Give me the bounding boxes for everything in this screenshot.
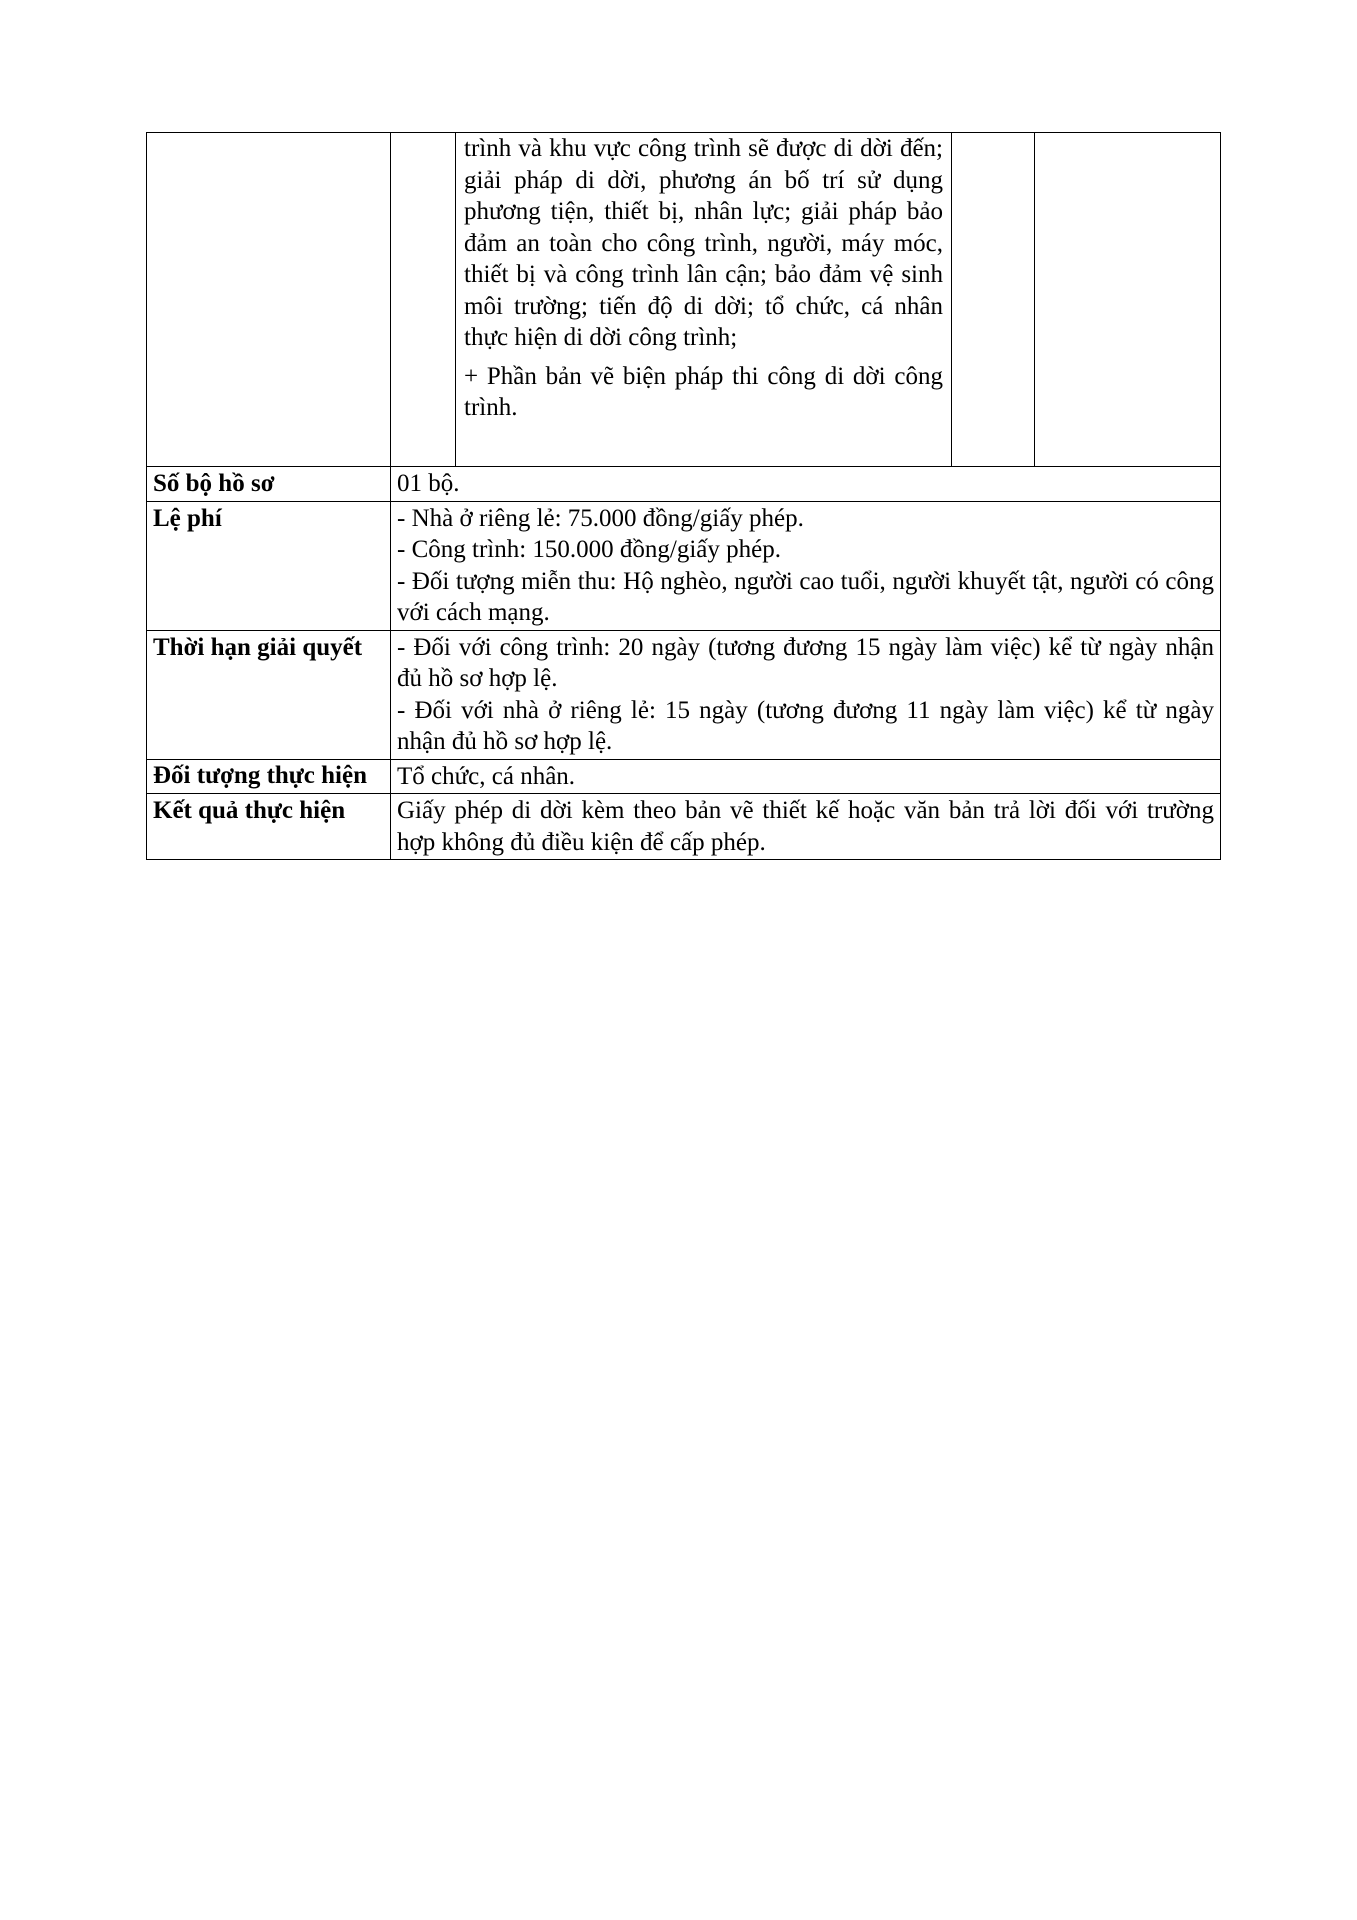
continuation-row: [147, 133, 1221, 467]
value-le-phi: [391, 501, 1221, 630]
value-so-bo-ho-so: 01 bộ.: [391, 467, 1221, 502]
deadline-line-construction: - Đối với công trình: 20 ngày (tương đương 15 ngày làm việc) kể từ ngày nhận đủ hồ sơ hợp lệ.: [397, 633, 1214, 692]
fee-line-house: - Nhà ở riêng lẻ: 75.000 đồng/giấy phép.: [397, 504, 804, 532]
empty-original-cell: [952, 133, 1035, 467]
value-ket-qua: Giấy phép di dời kèm theo bản vẽ thiết kế hoặc văn bản trả lời đối với trường hợp không đủ điều kiện để cấp phép.: [391, 794, 1221, 860]
row-doi-tuong: [147, 759, 1221, 794]
fee-line-exempt: - Đối tượng miễn thu: Hộ nghèo, người cao tuổi, người khuyết tật, người có công với cách mạng.: [397, 567, 1214, 626]
label-ket-qua: Kết quả thực hiện: [147, 794, 391, 860]
empty-copy-cell: [1035, 133, 1221, 467]
label-le-phi: Lệ phí: [147, 501, 391, 630]
label-doi-tuong: Đối tượng thực hiện: [147, 759, 391, 794]
label-so-bo-ho-so: Số bộ hồ sơ: [147, 467, 391, 502]
empty-number-cell: [391, 133, 456, 467]
value-doi-tuong: Tổ chức, cá nhân.: [391, 759, 1221, 794]
row-thoi-han: [147, 630, 1221, 759]
fee-line-construction: - Công trình: 150.000 đồng/giấy phép.: [397, 536, 781, 563]
component-description-cell: [456, 133, 952, 467]
value-thoi-han: [391, 630, 1221, 759]
row-ket-qua: [147, 794, 1221, 860]
drawing-section-paragraph: + Phần bản vẽ biện pháp thi công di dời công trình.: [464, 362, 943, 421]
label-thoi-han: Thời hạn giải quyết: [147, 630, 391, 759]
description-paragraph: trình và khu vực công trình sẽ được di dời đến; giải pháp di dời, phương án bố trí sử dụng phương tiện, thiết bị, nhân lực; giải pháp bảo đảm an toàn cho công trình, người, máy móc, thiết bị và công trình lân cận; bảo đảm vệ sinh môi trường; tiến độ di dời; tổ chức, cá nhân thực hiện di dời công trình;: [464, 135, 943, 351]
empty-label-cell: [147, 133, 391, 467]
row-le-phi: [147, 501, 1221, 630]
procedure-table: [146, 132, 1221, 860]
row-so-bo-ho-so: [147, 467, 1221, 502]
deadline-line-house: - Đối với nhà ở riêng lẻ: 15 ngày (tương đương 11 ngày làm việc) kể từ ngày nhận đủ hồ sơ hợp lệ.: [397, 696, 1214, 755]
